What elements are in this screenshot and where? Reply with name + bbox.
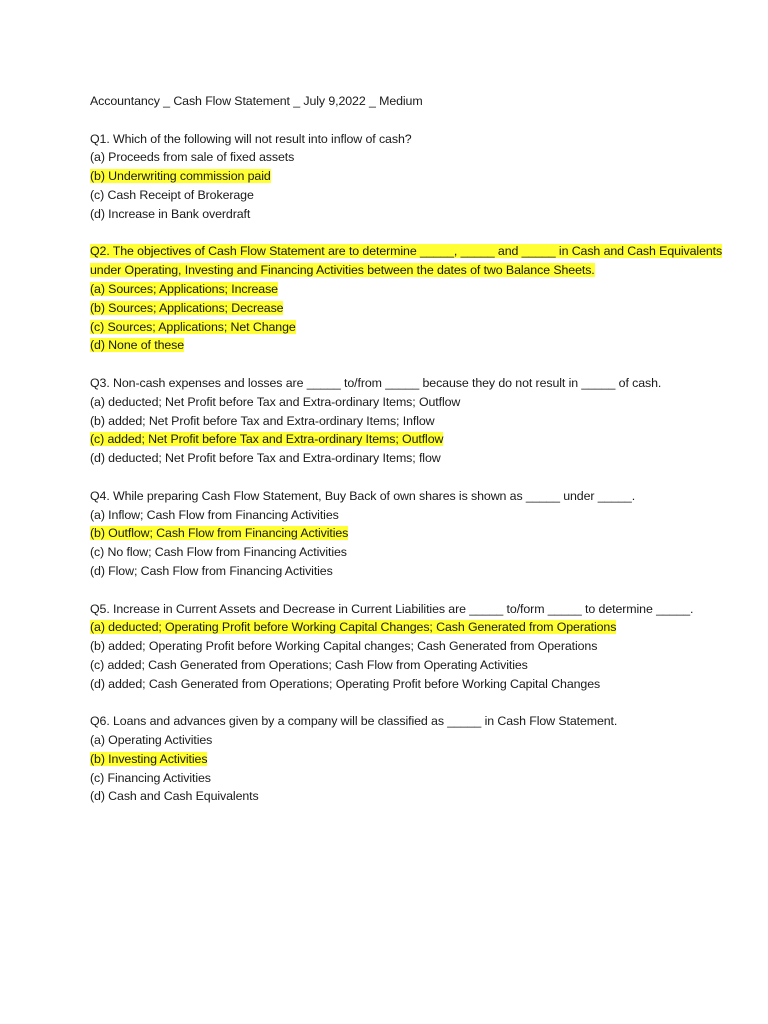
option-d: (d) Increase in Bank overdraft (90, 206, 251, 221)
option-c-highlighted: (c) Sources; Applications; Net Change (90, 319, 296, 334)
option-a: (a) Operating Activities (90, 733, 213, 748)
option-d: (d) Cash and Cash Equivalents (90, 789, 259, 804)
question-text: Q4. While preparing Cash Flow Statement, Buy Back of own shares is shown as _____ under _____. (90, 488, 636, 503)
option-a: (a) Proceeds from sale of fixed assets (90, 150, 295, 165)
option-c: (c) Cash Receipt of Brokerage (90, 187, 254, 202)
question-block-q6 (90, 712, 730, 806)
option-b: (b) added; Operating Profit before Working Capital changes; Cash Generated from Operations (90, 639, 598, 654)
option-d: (d) Flow; Cash Flow from Financing Activities (90, 563, 333, 578)
option-b-highlighted: (b) Outflow; Cash Flow from Financing Activities (90, 526, 349, 541)
question-block-q4 (90, 487, 730, 581)
option-a-highlighted: (a) Sources; Applications; Increase (90, 281, 278, 296)
option-b-highlighted: (b) Underwriting commission paid (90, 169, 271, 184)
question-block-q2 (90, 242, 730, 355)
question-block-q5 (90, 600, 730, 694)
question-block-q3 (90, 374, 730, 468)
document-title: Accountancy _ Cash Flow Statement _ July 9,2022 _ Medium (90, 94, 423, 108)
question-text: Q1. Which of the following will not result into inflow of cash? (90, 131, 412, 146)
option-d: (d) added; Cash Generated from Operations; Operating Profit before Working Capital Changes (90, 676, 601, 691)
question-text: Q6. Loans and advances given by a company will be classified as _____ in Cash Flow Statement. (90, 714, 618, 729)
question-block-q1 (90, 130, 730, 224)
question-text: Q5. Increase in Current Assets and Decrease in Current Liabilities are _____ to/form _____ to determine _____. (90, 601, 694, 616)
option-d-highlighted: (d) None of these (90, 338, 185, 353)
option-c: (c) added; Cash Generated from Operations; Cash Flow from Operating Activities (90, 657, 528, 672)
option-b: (b) added; Net Profit before Tax and Extra-ordinary Items; Inflow (90, 413, 435, 428)
option-c-highlighted: (c) added; Net Profit before Tax and Extra-ordinary Items; Outflow (90, 432, 444, 447)
option-b-highlighted: (b) Sources; Applications; Decrease (90, 300, 284, 315)
option-a: (a) Inflow; Cash Flow from Financing Activities (90, 507, 339, 522)
option-d: (d) deducted; Net Profit before Tax and Extra-ordinary Items; flow (90, 451, 441, 466)
option-a-highlighted: (a) deducted; Operating Profit before Working Capital Changes; Cash Generated from Operations (90, 620, 617, 635)
option-c: (c) No flow; Cash Flow from Financing Activities (90, 545, 347, 560)
option-b-highlighted: (b) Investing Activities (90, 751, 208, 766)
question-text-highlighted: Q2. The objectives of Cash Flow Statement are to determine _____, _____ and _____ in Cash and Cash Equivalents under Operating, Investing and Financing Activities between the dates of two Balance Sheets. (90, 244, 723, 278)
option-a: (a) deducted; Net Profit before Tax and Extra-ordinary Items; Outflow (90, 394, 461, 409)
option-c: (c) Financing Activities (90, 770, 211, 785)
document-page (90, 92, 730, 825)
question-text: Q3. Non-cash expenses and losses are _____ to/from _____ because they do not result in _____ of cash. (90, 375, 662, 390)
